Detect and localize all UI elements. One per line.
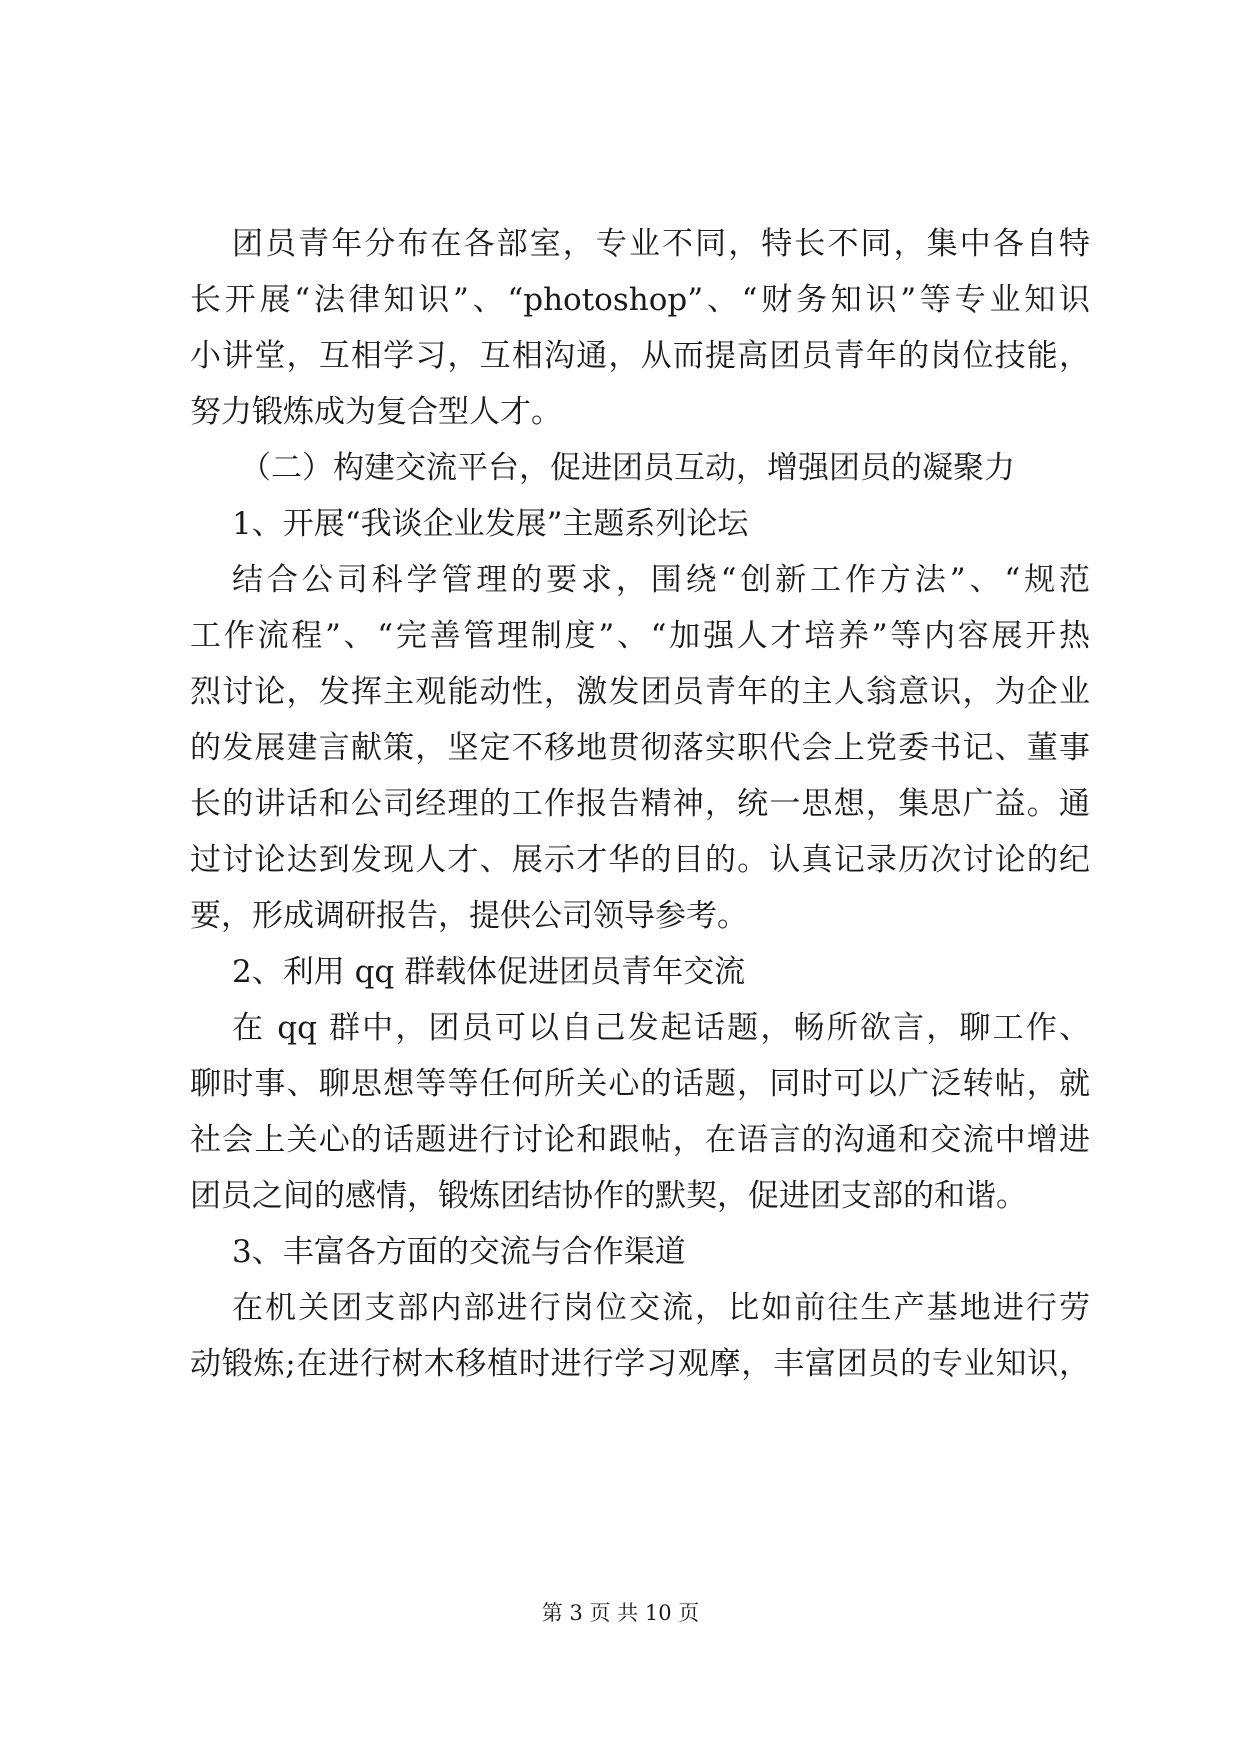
- paragraph-line: 聊时事、聊思想等等任何所关心的话题，同时可以广泛转帖，就: [190, 1066, 1090, 1102]
- paragraph-line: 在机关团支部内部进行岗位交流，比如前往生产基地进行劳: [232, 1290, 1090, 1326]
- paragraph-line: 过讨论达到发现人才、展示才华的目的。认真记录历次讨论的纪: [190, 842, 1090, 878]
- paragraph-line: 小讲堂，互相学习，互相沟通，从而提高团员青年的岗位技能，: [190, 338, 1090, 374]
- subsection-heading: 2、利用 qq 群载体促进团员青年交流: [232, 954, 746, 990]
- page-number-footer: 第 3 页 共 10 页: [541, 1601, 700, 1625]
- paragraph-line: 长开展“法律知识”、“photoshop”、“财务知识”等专业知识: [190, 282, 1090, 318]
- subsection-heading: 1、开展“我谈企业发展”主题系列论坛: [232, 506, 749, 542]
- paragraph-line: 工作流程”、“完善管理制度”、“加强人才培养”等内容展开热: [190, 618, 1090, 654]
- section-heading: （二）构建交流平台，促进团员互动，增强团员的凝聚力: [240, 450, 1015, 486]
- paragraph-line: 动锻炼;在进行树木移植时进行学习观摩，丰富团员的专业知识，: [190, 1346, 1090, 1382]
- paragraph-line: 努力锻炼成为复合型人才。: [190, 394, 562, 430]
- paragraph-line: 团员之间的感情，锻炼团结协作的默契，促进团支部的和谐。: [190, 1178, 1027, 1214]
- paragraph-line: 社会上关心的话题进行讨论和跟帖，在语言的沟通和交流中增进: [190, 1122, 1090, 1158]
- paragraph-line: 的发展建言献策，坚定不移地贯彻落实职代会上党委书记、董事: [190, 730, 1090, 766]
- paragraph-line: 在 qq 群中，团员可以自己发起话题，畅所欲言，聊工作、: [232, 1010, 1090, 1046]
- paragraph-line: 长的讲话和公司经理的工作报告精神，统一思想，集思广益。通: [190, 786, 1090, 822]
- paragraph-line: 结合公司科学管理的要求，围绕“创新工作方法”、“规范: [232, 562, 1090, 598]
- subsection-heading: 3、丰富各方面的交流与合作渠道: [232, 1234, 686, 1270]
- paragraph-line: 要，形成调研报告，提供公司领导参考。: [190, 898, 748, 934]
- paragraph-line: 团员青年分布在各部室，专业不同，特长不同，集中各自特: [232, 226, 1090, 262]
- paragraph-line: 烈讨论，发挥主观能动性，激发团员青年的主人翁意识，为企业: [190, 674, 1090, 710]
